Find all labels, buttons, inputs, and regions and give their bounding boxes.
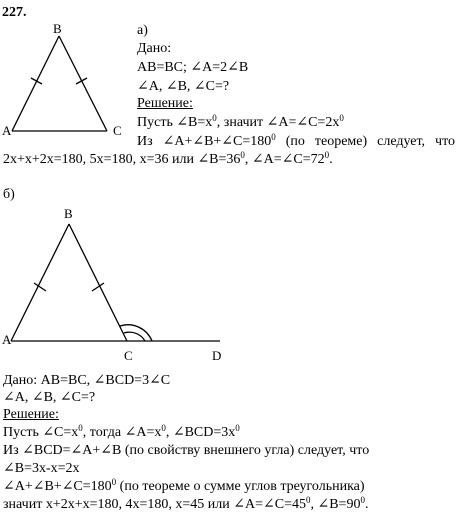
part-b-solution-heading: Решение:: [3, 407, 59, 422]
part-a-given-line2: ∠A, ∠B, ∠C=?: [137, 79, 230, 94]
vertex-label-b: B: [53, 21, 62, 36]
superscript: 0: [360, 495, 365, 505]
problem-number: 227.: [2, 5, 27, 20]
part-a-label: а): [137, 23, 148, 38]
vertex-label-d: D: [212, 348, 222, 363]
part-b-solution-line2: Из ∠BCD=∠A+∠B (по свойству внешнего угла) следует, что: [3, 443, 370, 458]
superscript: 0: [161, 423, 166, 433]
tick-mark-ab: [31, 78, 42, 84]
vertex-label-a2: A: [2, 332, 12, 347]
text-segment: 2x+x+2x=180, 5x=180, x=36 или ∠B=36: [3, 152, 241, 167]
text-segment: , значит ∠A=∠C=2x: [216, 115, 340, 130]
part-a-solution-heading: Решение:: [137, 96, 193, 111]
part-a-given-line1: AB=BC; ∠A=2∠B: [137, 60, 249, 75]
text-segment: , ∠B=90: [310, 497, 361, 512]
text-segment: Пусть ∠B=x: [137, 115, 213, 130]
text-segment: (по теореме о сумме углов треугольника): [116, 479, 365, 494]
superscript: 0: [271, 132, 276, 142]
vertex-label-b2: B: [64, 206, 73, 221]
part-a-solution-line2: [137, 134, 455, 150]
text-segment: Пусть ∠C=x: [3, 425, 79, 440]
triangle-a-side-bc: [59, 36, 107, 131]
text-segment: , ∠A=∠C=72: [244, 152, 325, 167]
part-b-solution-line4: [3, 479, 365, 495]
text-segment: (по теореме) следует, что: [275, 134, 456, 149]
superscript: 0: [339, 113, 344, 123]
triangle-b-side-ab: [11, 224, 69, 341]
triangle-b: [11, 224, 220, 341]
superscript: 0: [235, 423, 240, 433]
part-b-solution-line5: [3, 497, 368, 513]
triangle-b-side-bc: [69, 224, 127, 341]
text-segment: , тогда ∠A=x: [82, 425, 162, 440]
text-segment: ∠A+∠B+∠C=180: [3, 479, 112, 494]
text-segment: .: [364, 497, 369, 512]
superscript: 0: [324, 150, 330, 160]
part-a-solution-line3: [3, 152, 333, 168]
text-segment: Из ∠A+∠B+∠C=180: [137, 134, 272, 149]
text-segment: .: [329, 152, 333, 167]
part-b-solution-line1: [3, 425, 240, 441]
part-a-given-heading: Дано:: [137, 41, 172, 56]
superscript: 0: [240, 150, 245, 160]
vertex-label-a: A: [2, 123, 12, 138]
superscript: 0: [305, 495, 311, 505]
superscript: 0: [212, 113, 217, 123]
superscript: 0: [78, 423, 83, 433]
superscript: 0: [111, 477, 117, 487]
vertex-label-c: C: [113, 123, 122, 138]
part-b-given-line2: ∠A, ∠B, ∠C=?: [3, 390, 96, 405]
tick-mark-bc: [76, 78, 87, 84]
vertex-label-c2: C: [124, 348, 133, 363]
part-b-label: б): [3, 187, 15, 202]
part-b-solution-line3: ∠B=3x-x=2x: [3, 461, 80, 476]
angle-arc-inner: [124, 332, 145, 341]
part-b-given-line1: Дано: AB=BC, ∠BCD=3∠C: [3, 373, 171, 388]
triangle-a: [12, 36, 107, 131]
triangle-a-side-ab: [12, 36, 59, 131]
text-segment: , ∠BCD=3x: [165, 425, 236, 440]
text-segment: значит x+2x+x=180, 4x=180, x=45 или ∠A=∠C=45: [3, 497, 306, 512]
part-a-solution-line1: [137, 115, 344, 131]
